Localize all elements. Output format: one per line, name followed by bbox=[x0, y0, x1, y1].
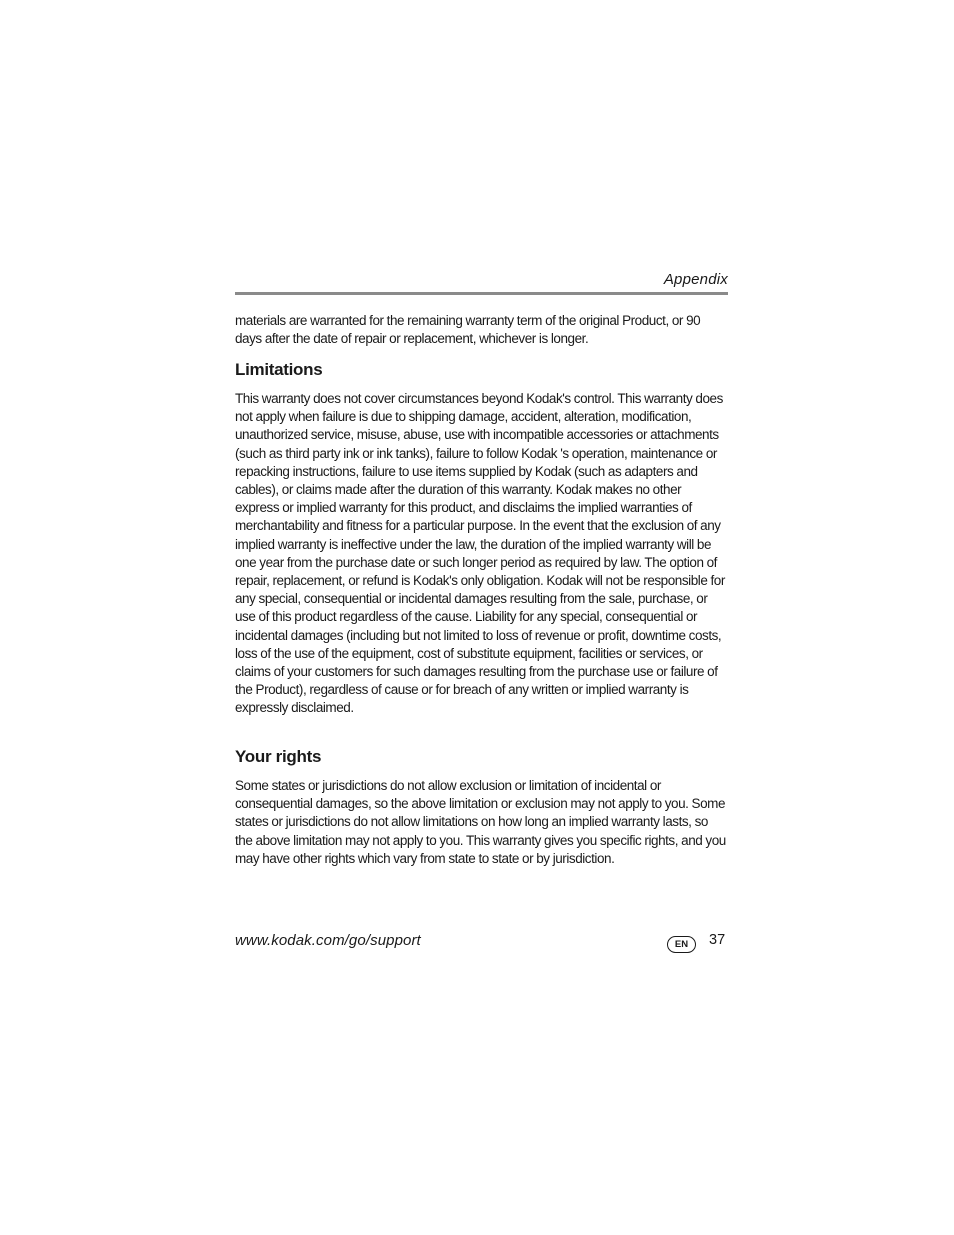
your-rights-paragraph: Some states or jurisdictions do not allow exclusion or limitation of incidental or consequential damages, so the above limitation or exclusion may not apply to you. Some states or jurisdictions do not allow limitations on how long an implied warranty lasts, so the above limitation may not apply to you. This warranty gives you specific rights, and you may have other rights which vary from state to state or by jurisdiction. bbox=[235, 778, 726, 866]
limitations-heading: Limitations bbox=[235, 360, 323, 379]
support-url: www.kodak.com/go/support bbox=[235, 932, 421, 949]
intro-paragraph: materials are warranted for the remaining warranty term of the original Product, or 90 days after the date of repair or replacement, whichever is longer. bbox=[235, 313, 701, 347]
language-badge: EN bbox=[667, 936, 696, 953]
limitations-paragraph: This warranty does not cover circumstances beyond Kodak's control. This warranty does not apply when failure is due to shipping damage, accident, alteration, modification, unauthorized service, misuse, abuse, use with incompatible accessories or attachments (such as third party ink or ink tanks), failure to follow Kodak 's operation, maintenance or repacking instructions, failure to use items supplied by Kodak (such as adapters and cables), or claims made after the duration of this warranty. Kodak makes no other express or implied warranty for this product, and disclaims the implied warranties of merchantability and fitness for a particular purpose. In the event that the exclusion of any implied warranty is ineffective under the law, the duration of the implied warranty will be one year from the purchase date or such longer period as required by law. The option of repair, replacement, or refund is Kodak's only obligation. Kodak will not be responsible for any special, consequential or incidental damages resulting from the sale, purchase, or use of this product regardless of the cause. Liability for any special, consequential or incidental damages (including but not limited to loss of revenue or profit, downtime costs, loss of the use of the equipment, cost of substitute equipment, facilities or services, or claims of your customers for such damages resulting from the purchase use or failure of the Product), regardless of cause or for breach of any written or implied warranty is expressly disclaimed. bbox=[235, 391, 725, 716]
document-page bbox=[235, 0, 728, 1235]
running-header: Appendix bbox=[663, 271, 728, 288]
page-number: 37 bbox=[709, 932, 726, 948]
header-divider bbox=[235, 292, 728, 295]
your-rights-heading: Your rights bbox=[235, 747, 322, 766]
